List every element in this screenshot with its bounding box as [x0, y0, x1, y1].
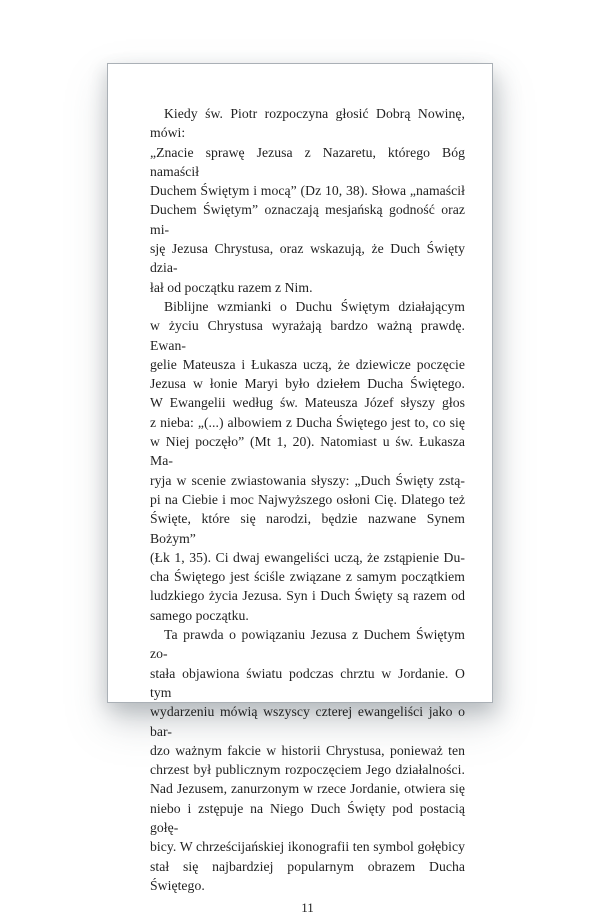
page-text — [150, 104, 465, 895]
text-line: stała objawiona światu podczas chrztu w Jordanie. O tym — [150, 665, 465, 700]
text-line: Ta prawda o powiązaniu Jezusa z Duchem Świętym zo- — [150, 627, 465, 662]
text-line: pi na Ciebie i moc Najwyższego osłoni Cię. Dlatego też — [150, 491, 465, 507]
text-line: chrzest był publicznym rozpoczęciem Jego działalności. — [150, 762, 465, 778]
text-line: wydarzeniu mówią wszyscy czterej ewangeliści jako o bar- — [150, 704, 465, 739]
page-inner — [108, 64, 492, 916]
text-line: dzo ważnym fakcie w historii Chrystusa, ponieważ ten — [150, 742, 465, 758]
text-line: łał od początku razem z Nim. — [150, 279, 313, 295]
text-line: w życiu Chrystusa wyrażają bardzo ważną prawdę. Ewan- — [150, 318, 465, 353]
page-number: 11 — [301, 900, 314, 916]
text-line: cha Świętego jest ściśle związane z samym początkiem — [150, 569, 465, 585]
text-line: stał się najbardziej popularnym obrazem Ducha Świętego. — [150, 858, 465, 893]
text-line: sję Jezusa Chrystusa, oraz wskazują, że Duch Święty dzia- — [150, 241, 465, 276]
paragraph — [150, 297, 465, 625]
text-line: „Znacie sprawę Jezusa z Nazaretu, którego Bóg namaścił — [150, 144, 465, 179]
text-line: Święte, które się narodzi, będzie nazwane Synem Bożym” — [150, 511, 465, 546]
paragraph — [150, 625, 465, 895]
text-line: (Łk 1, 35). Ci dwaj ewangeliści uczą, że zstąpienie Du- — [150, 549, 465, 565]
text-line: W Ewangelii według św. Mateusza Józef słyszy głos — [150, 395, 465, 411]
book-page — [107, 63, 493, 916]
text-line: Jezusa w łonie Maryi było dziełem Ducha Świętego. — [150, 376, 465, 392]
paragraph — [150, 104, 465, 297]
text-line: niebo i zstępuje na Niego Duch Święty pod postacią gołę- — [150, 800, 465, 835]
text-line: z nieba: „(...) albowiem z Ducha Świętego jest to, co się — [150, 414, 465, 430]
text-line: ryja w scenie zwiastowania słyszy: „Duch Święty zstą- — [150, 472, 465, 488]
text-line: Biblijne wzmianki o Duchu Świętym działającym — [164, 298, 465, 314]
text-line: bicy. W chrześcijańskiej ikonografii ten symbol gołębicy — [150, 839, 465, 855]
text-line: w Niej poczęło” (Mt 1, 20). Natomiast u św. Łukasza Ma- — [150, 434, 465, 469]
text-line: Nad Jezusem, zanurzonym w rzece Jordanie, otwiera się — [150, 781, 465, 797]
text-line: Duchem Świętym i mocą” (Dz 10, 38). Słowa „namaścił — [150, 183, 465, 199]
text-line: gelie Mateusza i Łukasza uczą, że dziewicze poczęcie — [150, 356, 465, 372]
text-line: Kiedy św. Piotr rozpoczyna głosić Dobrą Nowinę, mówi: — [150, 106, 465, 141]
text-line: Duchem Świętym” oznaczają mesjańską godność oraz mi- — [150, 202, 465, 237]
text-line: samego początku. — [150, 607, 249, 623]
text-line: ludzkiego życia Jezusa. Syn i Duch Święty są razem od — [150, 588, 465, 604]
